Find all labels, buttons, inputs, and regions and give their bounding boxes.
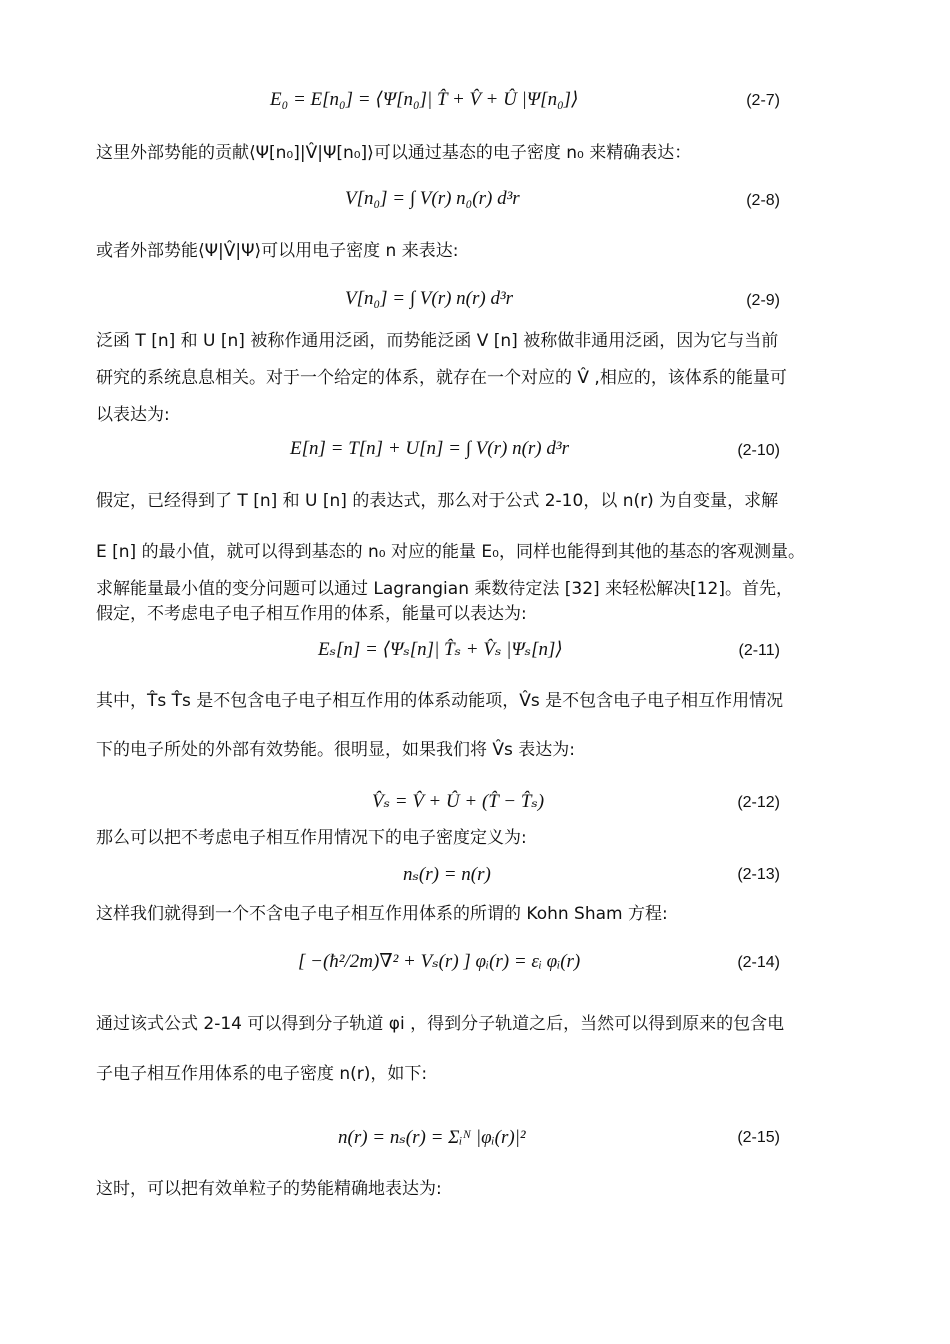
paragraph-kinetic-line-2: 下的电子所处的外部有效势能。很明显，如果我们将 V̂s 表达为: bbox=[96, 740, 576, 760]
equation-2-11: Eₛ[n] = ⟨Ψₛ[n]| T̂ₛ + V̂ₛ |Ψₛ[n]⟩ bbox=[318, 639, 563, 660]
equation-number-2-15: (2-15) bbox=[737, 1129, 780, 1146]
equation-number-2-12: (2-12) bbox=[737, 794, 780, 811]
equation-number-2-7: (2-7) bbox=[746, 92, 780, 109]
paragraph-functionals-line-2: 研究的系统息息相关。对于一个给定的体系，就存在一个对应的 V̂ ,相应的，该体系的能量可 bbox=[96, 368, 787, 388]
equation-2-8: V[n₀] = ∫ V(r) n₀(r) d³r bbox=[345, 188, 520, 209]
equation-number-2-13: (2-13) bbox=[737, 866, 780, 883]
equation-2-9: V[n₀] = ∫ V(r) n(r) d³r bbox=[345, 288, 514, 309]
paragraph-minimum-line-1: 假定，已经得到了 T [n] 和 U [n] 的表达式，那么对于公式 2-10，以 n(r) 为自变量，求解 bbox=[96, 491, 779, 511]
equation-number-2-8: (2-8) bbox=[746, 192, 780, 209]
paragraph-minimum-line-3: 求解能量最小值的变分问题可以通过 Lagrangian 乘数待定法 [32] 来轻松解决[12]。首先， bbox=[96, 579, 793, 599]
paragraph-kinetic-line-1: 其中，T̂s T̂s 是不包含电子电子相互作用的体系动能项，V̂s 是不包含电子电子相互作用情况 bbox=[96, 691, 784, 711]
paragraph-functionals-line-1: 泛函 T [n] 和 U [n] 被称作通用泛函，而势能泛函 V [n] 被称做非通用泛函，因为它与当前 bbox=[96, 331, 779, 351]
equation-2-13: nₛ(r) = n(r) bbox=[403, 864, 491, 885]
equation-2-12: V̂ₛ = V̂ + Û + (T̂ − T̂ₛ) bbox=[372, 791, 545, 812]
equation-2-7: E₀ = E[n₀] = ⟨Ψ[n₀]| T̂ + V̂ + Û |Ψ[n₀]⟩ bbox=[270, 89, 579, 110]
equation-2-10: E[n] = T[n] + U[n] = ∫ V(r) n(r) d³r bbox=[290, 438, 569, 459]
equation-number-2-10: (2-10) bbox=[737, 442, 780, 459]
paragraph-density-definition: 那么可以把不考虑电子相互作用情况下的电子密度定义为: bbox=[96, 828, 527, 848]
equation-number-2-11: (2-11) bbox=[738, 642, 780, 659]
paragraph-effective-potential: 这时，可以把有效单粒子的势能精确地表达为: bbox=[96, 1179, 442, 1199]
paragraph-orbitals-line-1: 通过该式公式 2-14 可以得到分子轨道 φi ，得到分子轨道之后，当然可以得到原来的包含电 bbox=[96, 1014, 785, 1034]
paragraph-kohn-sham: 这样我们就得到一个不含电子电子相互作用体系的所谓的 Kohn Sham 方程: bbox=[96, 904, 668, 924]
paragraph-minimum-line-2: E [n] 的最小值，就可以得到基态的 n₀ 对应的能量 E₀，同样也能得到其他的基态的客观测量。 bbox=[96, 542, 805, 562]
equation-number-2-9: (2-9) bbox=[746, 292, 780, 309]
paragraph-density-expression: 或者外部势能⟨Ψ|V̂|Ψ⟩可以用电子密度 n 来表达: bbox=[96, 241, 459, 261]
equation-2-15: n(r) = nₛ(r) = Σᵢᴺ |φᵢ(r)|² bbox=[338, 1127, 526, 1148]
paragraph-functionals-line-3: 以表达为: bbox=[96, 405, 170, 425]
paragraph-minimum-line-4: 假定，不考虑电子电子相互作用的体系，能量可以表达为: bbox=[96, 604, 527, 624]
paragraph-external-potential: 这里外部势能的贡献⟨Ψ[n₀]|V̂|Ψ[n₀]⟩可以通过基态的电子密度 n₀ 来精确表达： bbox=[96, 143, 692, 163]
equation-2-14: [ −(ħ²/2m)∇² + Vₛ(r) ] φᵢ(r) = εᵢ φᵢ(r) bbox=[298, 951, 581, 972]
equation-number-2-14: (2-14) bbox=[737, 954, 780, 971]
paragraph-orbitals-line-2: 子电子相互作用体系的电子密度 n(r)，如下: bbox=[96, 1064, 428, 1084]
